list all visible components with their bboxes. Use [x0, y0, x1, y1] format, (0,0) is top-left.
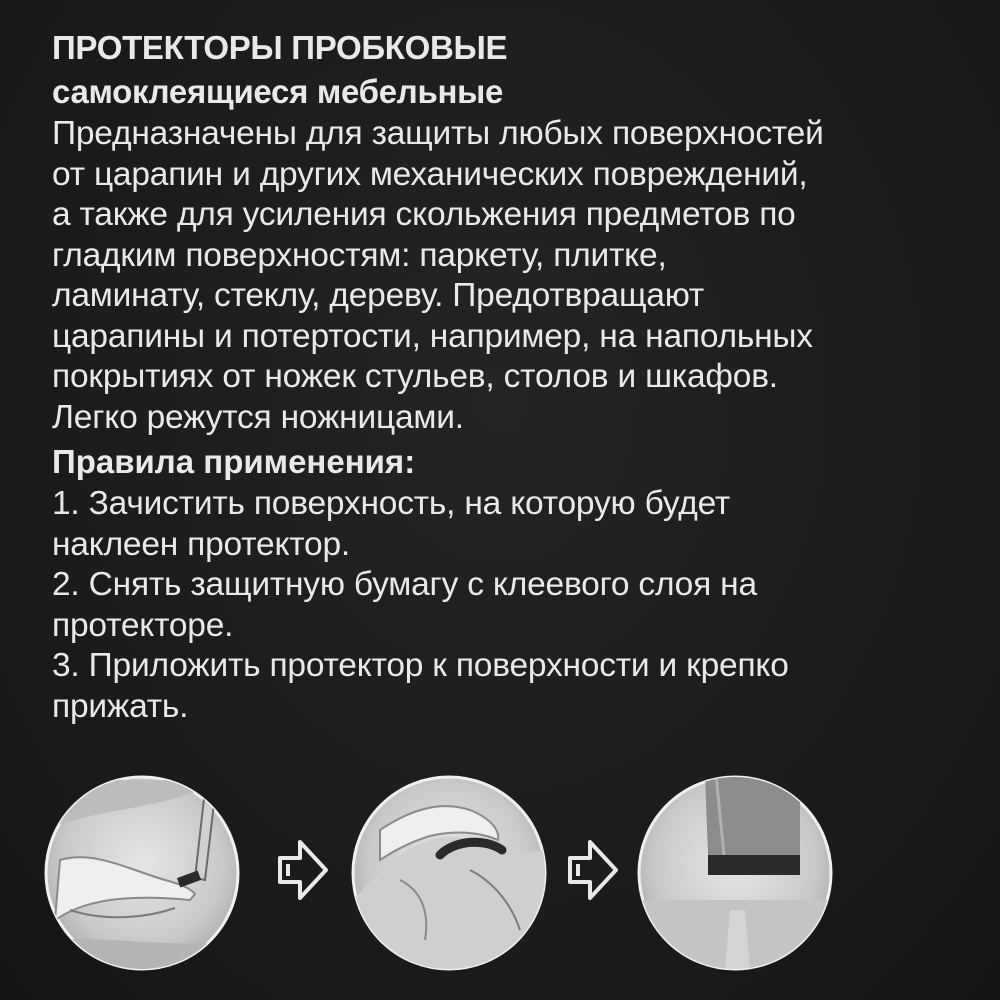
applied-protector-illustration [639, 775, 831, 975]
description-line: а также для усиления скольжения предметов по [52, 196, 796, 233]
step-line: 2. Снять защитную бумагу с клеевого слоя на [52, 566, 757, 603]
step-line: наклеен протектор. [52, 525, 351, 563]
rules-heading: Правила применения: [52, 443, 416, 480]
step-1 [52, 484, 972, 565]
arrow-right-icon [280, 842, 326, 898]
description-line: покрытиях от ножек стульев, столов и шкафов. [52, 358, 778, 395]
description-line: Предназначены для защиты любых поверхностей [52, 115, 824, 152]
peeling-backing-illustration [353, 777, 545, 970]
text-block [52, 26, 972, 727]
description-line: от царапин и других механических повреждений, [52, 155, 808, 193]
step-3 [52, 646, 972, 727]
step-line: 1. Зачистить поверхность, на которую будет [52, 485, 731, 522]
cleaning-surface-illustration [46, 777, 240, 980]
description-line: ламинату, стеклу, дереву. Предотвращают [52, 277, 705, 314]
arrow-right-icon [570, 842, 616, 898]
description-line: царапины и потертости, например, на напольных [52, 317, 813, 355]
step-line: 3. Приложить протектор к поверхности и крепко [52, 647, 789, 684]
step-line: прижать. [52, 687, 189, 725]
product-subtitle: самоклеящиеся мебельные [52, 73, 504, 110]
step-line: протекторе. [52, 606, 234, 644]
description [52, 114, 972, 438]
instruction-illustrations [0, 770, 1000, 1000]
description-line: гладким поверхностям: паркету, плитке, [52, 236, 667, 274]
product-title: ПРОТЕКТОРЫ ПРОБКОВЫЕ [52, 29, 508, 66]
description-line: Легко режутся ножницами. [52, 398, 464, 436]
step-2 [52, 565, 972, 646]
illustrations-svg [0, 770, 1000, 1000]
